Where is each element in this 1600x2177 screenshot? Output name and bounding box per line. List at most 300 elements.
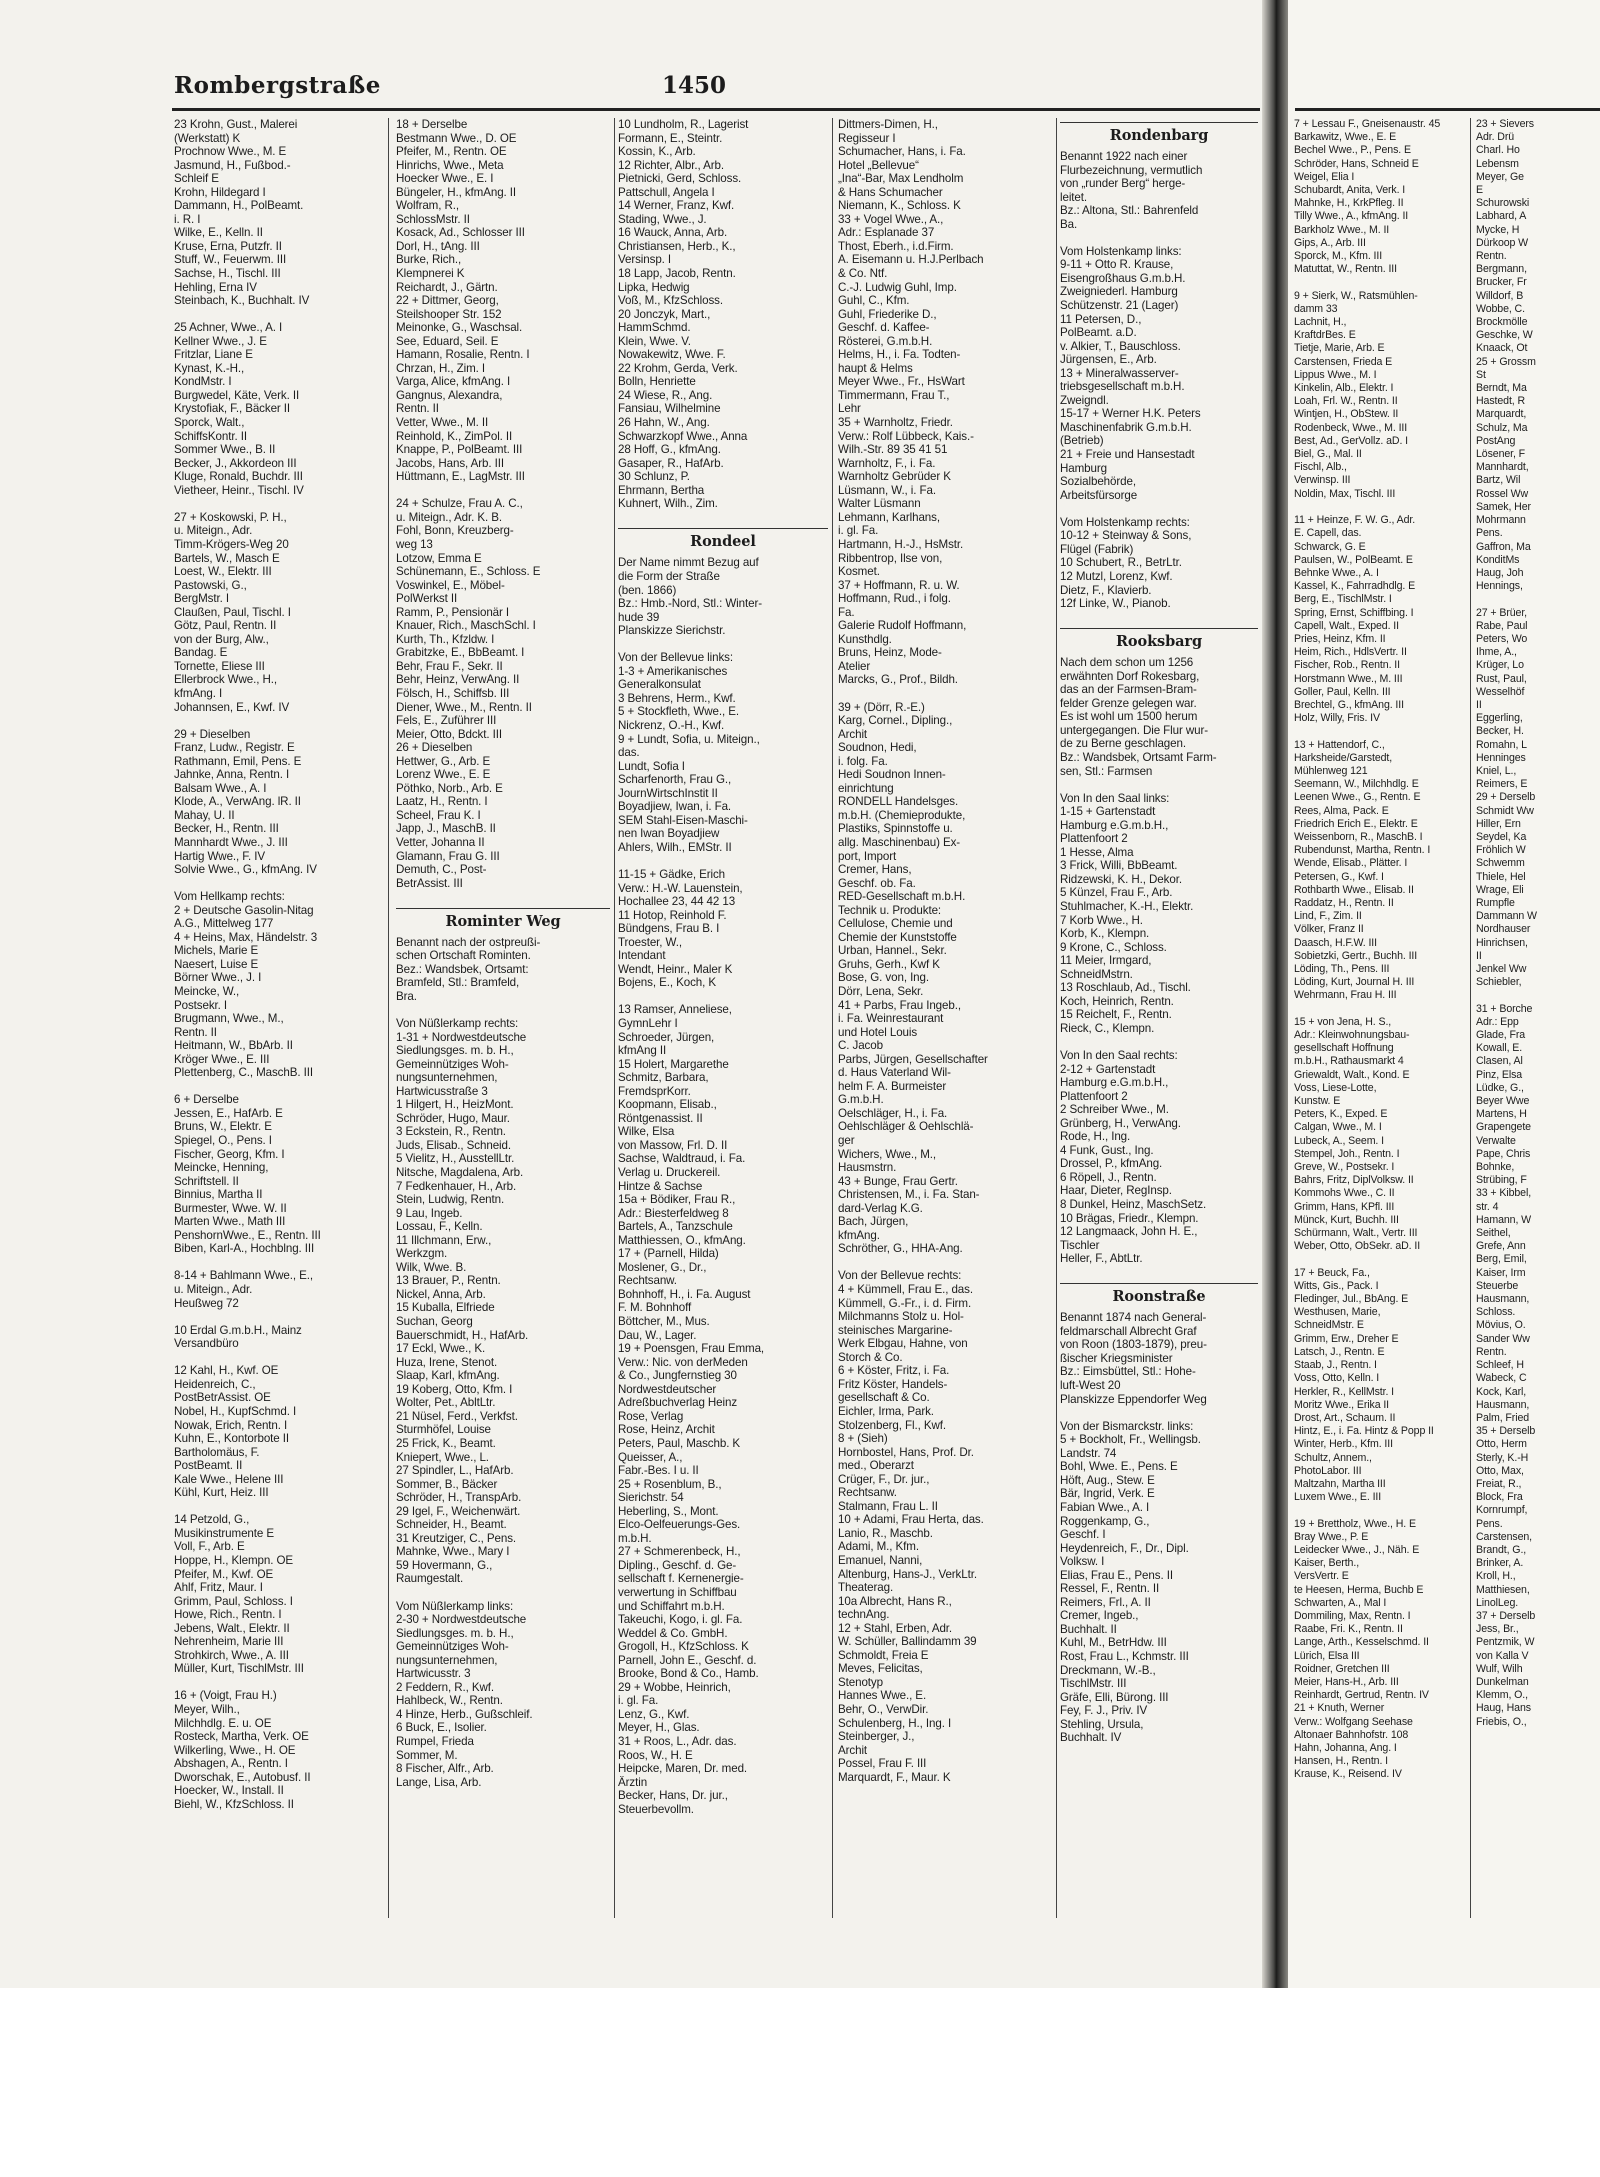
directory-entry: Charl. Ho	[1476, 144, 1520, 157]
street-heading: Rooksbarg	[1115, 633, 1202, 651]
blank-line	[838, 687, 1052, 701]
directory-entry: Guhl, Friederike D.,	[838, 307, 937, 321]
directory-entry: Regisseur I	[838, 131, 896, 145]
directory-entry: Rabe, Paul	[1476, 619, 1528, 632]
directory-entry: Lipka, Hedwig	[618, 280, 690, 294]
section-rule	[618, 528, 828, 529]
directory-entry: Bolln, Henriette	[618, 375, 696, 389]
directory-entry: Sozialbehörde,	[1060, 475, 1136, 489]
directory-entry: Kuhnert, Wilh., Zim.	[618, 497, 718, 511]
directory-entry: Griewaldt, Walt., Kond. E	[1294, 1068, 1410, 1081]
directory-entry: Pfeifer, M., Rentn. OE	[396, 145, 507, 159]
directory-entry: Vom Holstenkamp rechts:	[1060, 515, 1190, 529]
directory-entry: Flurbezeichnung, vermutlich	[1060, 163, 1203, 177]
directory-entry: Verwinsp. III	[1294, 474, 1351, 487]
directory-entry: Hehling, Erna IV	[174, 280, 257, 294]
directory-entry: Plastiks, Spinnstoffe u.	[838, 822, 953, 836]
directory-entry: 33 + Vogel Wwe., A.,	[838, 212, 944, 226]
directory-entry: nen Iwan Boyadjiew	[618, 827, 720, 841]
directory-entry: Löding, Th., Pens. III	[1294, 963, 1390, 975]
directory-entry: Matthiessen, O., kfmAng.	[618, 1233, 746, 1247]
directory-entry: C. Jacob	[838, 1039, 883, 1053]
directory-entry: Bohnke,	[1476, 1161, 1515, 1174]
directory-entry: Bandag. E	[174, 646, 228, 660]
directory-entry: GymnLehr I	[618, 1017, 678, 1030]
directory-entry: das an der Farmsen-Bram-	[1060, 683, 1197, 697]
column-divider	[1056, 118, 1057, 1918]
directory-entry: Schultz, Annem.,	[1294, 1451, 1372, 1464]
directory-entry: Parnell, John E., Geschf. d.	[618, 1653, 757, 1667]
directory-entry: Storch & Co.	[838, 1350, 903, 1364]
directory-entry: Klempnerei K	[396, 267, 465, 281]
directory-entry: PostBetrAssist. OE	[174, 1391, 271, 1405]
directory-entry: Clasen, Al	[1476, 1055, 1523, 1068]
directory-entry: Dworschak, E., Autobusf. II	[174, 1770, 311, 1784]
directory-entry: Koch, Heinrich, Rentn.	[1060, 994, 1174, 1008]
directory-entry: Demuth, C., Post-	[396, 863, 487, 877]
directory-entry: Reimers, Frl., A. II	[1060, 1595, 1151, 1609]
directory-entry: Rechtsanw.	[618, 1274, 677, 1288]
directory-entry: Vietheer, Heinr., Tischl. IV	[174, 483, 304, 497]
directory-entry: 1 Hesse, Alma	[1060, 845, 1134, 859]
directory-entry: 13 Roschlaub, Ad., Tischl.	[1060, 981, 1191, 995]
directory-entry: Gips, A., Arb. III	[1294, 236, 1366, 249]
directory-entry: Becker, H.	[1476, 725, 1524, 738]
directory-entry: i. R. I	[174, 212, 201, 226]
directory-entry: Arbeitsfürsorge	[1060, 488, 1138, 502]
directory-entry: Bramfeld, Stl.: Bramfeld,	[396, 976, 520, 990]
directory-entry: und Schiffahrt m.b.H.	[618, 1599, 725, 1613]
directory-entry: Dörr, Lena, Sekr.	[838, 985, 924, 998]
directory-entry: Mohrmann	[1476, 514, 1526, 527]
directory-entry: & Co. Ntf.	[838, 267, 888, 281]
directory-entry: Sommer, B., Bäcker	[396, 1477, 498, 1491]
directory-entry: von Kalla V	[1476, 1649, 1529, 1662]
directory-entry: Spring, Ernst, Schiffbing. I	[1294, 606, 1414, 619]
directory-entry: Technik u. Produkte:	[838, 903, 942, 917]
directory-entry: Kunstw. E	[1294, 1095, 1341, 1108]
directory-entry: Von Nüßlerkamp rechts:	[396, 1017, 519, 1030]
directory-entry: 31 + Borche	[1476, 1002, 1533, 1015]
directory-entry: Block, Fra	[1476, 1491, 1523, 1504]
directory-entry: Von der Bellevue rechts:	[838, 1269, 962, 1283]
directory-entry: Schroeder, Jürgen,	[618, 1030, 715, 1044]
directory-entry: Vom Holstenkamp links:	[1060, 244, 1182, 258]
directory-entry: Sommer Wwe., B. II	[174, 443, 276, 457]
directory-entry: Grimm, Erw., Dreher E	[1294, 1332, 1399, 1345]
directory-entry: 1 Hilgert, H., HeizMont.	[396, 1098, 514, 1112]
directory-entry: Hansen, H., Rentn. I	[1294, 1755, 1388, 1768]
directory-entry: Bose, G. von, Ing.	[838, 971, 930, 985]
running-head: Rombergstraße	[174, 72, 381, 99]
directory-entry: Jessen, E., HafArb. E	[174, 1106, 283, 1120]
directory-entry: m.b.H. (Chemieprodukte,	[838, 808, 966, 822]
directory-entry: Meinonke, G., Waschsal.	[396, 321, 523, 335]
directory-entry: Marquardt,	[1476, 408, 1527, 421]
directory-entry: einrichtung	[838, 781, 894, 795]
directory-entry: Klemm, O.,	[1476, 1689, 1528, 1702]
directory-entry: SEM Stahl-Eisen-Maschi-	[618, 813, 748, 827]
directory-entry: 27 Spindler, L., HafArb.	[396, 1464, 514, 1478]
directory-entry: Tietje, Marie, Arb. E	[1294, 342, 1385, 355]
directory-entry: Wesselhöf	[1476, 685, 1525, 698]
directory-entry: Kinkelin, Alb., Elektr. I	[1294, 382, 1394, 395]
directory-entry: Nordwestdeutscher	[618, 1382, 717, 1396]
directory-entry: 19 Koberg, Otto, Kfm. I	[396, 1382, 513, 1396]
directory-entry: Kröger Wwe., E. III	[174, 1052, 270, 1066]
directory-entry: Pastowski, G.,	[174, 578, 247, 592]
directory-entry: BergMstr. I	[174, 592, 229, 606]
directory-entry: verwertung in Schiffbau	[618, 1585, 737, 1599]
directory-entry: Bergmann,	[1476, 263, 1527, 276]
directory-entry: Hoppe, H., Klempn. OE	[174, 1553, 294, 1567]
directory-entry: 2 Schreiber Wwe., M.	[1060, 1103, 1169, 1117]
directory-entry: Raabe, Fri. K., Rentn. II	[1294, 1623, 1403, 1636]
directory-entry: Slaap, Karl, kfmAng.	[396, 1369, 500, 1383]
directory-entry: Marten Wwe., Math III	[174, 1215, 286, 1229]
directory-entry: Petersen, G., Kwf. I	[1294, 870, 1384, 883]
directory-entry: Dorl, H., tAng. III	[396, 239, 480, 253]
directory-entry: Sobietzki, Gertr., Buchh. III	[1294, 949, 1418, 962]
blank-line	[1060, 778, 1258, 792]
directory-entry: Seydel, Ka	[1476, 830, 1527, 843]
blank-line	[1476, 593, 1600, 606]
directory-entry: Hintze & Sachse	[618, 1179, 703, 1193]
directory-entry: Scheel, Frau K. I	[396, 808, 481, 822]
directory-entry: Spiegel, O., Pens. I	[174, 1134, 272, 1148]
directory-entry: feldmarschall Albrecht Graf	[1060, 1324, 1197, 1338]
directory-entry: Gaffron, Ma	[1476, 540, 1531, 553]
directory-entry: 1-31 + Nordwestdeutsche	[396, 1030, 527, 1044]
directory-entry: 27 + Schmerenbeck, H.,	[618, 1545, 741, 1559]
directory-entry: Haar, Dieter, RegInsp.	[1060, 1184, 1172, 1198]
directory-entry: Börner Wwe., J. I	[174, 971, 262, 985]
directory-entry: Tornette, Eliese III	[174, 659, 265, 673]
directory-entry: Nowak, Erich, Rentn. I	[174, 1418, 288, 1432]
blank-line	[618, 854, 828, 868]
directory-entry: 16 + (Voigt, Frau H.)	[174, 1689, 277, 1703]
directory-entry: Milchmanns Stolz u. Hol-	[838, 1310, 964, 1324]
directory-entry: Schröder, Hans, Schneid E	[1294, 157, 1419, 170]
directory-entry: Schurowski	[1476, 197, 1530, 210]
directory-entry: 9 Krone, C., Schloss.	[1060, 940, 1167, 954]
directory-entry: SchneidMstrn.	[1060, 967, 1133, 981]
directory-entry: Pens.	[1476, 527, 1503, 540]
directory-entry: Warnholtz, F., i. Fa.	[838, 456, 936, 470]
directory-entry: Benannt nach der ostpreußi-	[396, 935, 541, 949]
directory-entry: Troester, W.,	[618, 935, 682, 949]
directory-entry: Ba.	[1060, 217, 1078, 231]
directory-entry: Heydenreich, F., Dr., Dipl.	[1060, 1541, 1189, 1555]
directory-entry: II	[1476, 949, 1482, 962]
directory-entry: d. Haus Vaterland Wil-	[838, 1066, 951, 1080]
directory-entry: 21 Nüsel, Ferd., Verkfst.	[396, 1409, 518, 1423]
directory-entry: Bartels, A., Tanzschule	[618, 1220, 733, 1234]
directory-entry: Adr.: Epp	[1476, 1015, 1519, 1028]
directory-entry: Hoecker Wwe., E. I	[396, 172, 494, 186]
page-margin-bottom	[0, 1988, 1600, 2177]
directory-entry: Noldin, Max, Tischl. III	[1294, 487, 1396, 500]
directory-entry: Crüger, F., Dr. jur.,	[838, 1472, 930, 1486]
directory-column-3	[618, 118, 828, 1948]
directory-entry: Voswinkel, E., Möbel-	[396, 578, 505, 592]
street-heading: Rominter Weg	[445, 912, 561, 930]
directory-entry: Kornrumpf,	[1476, 1504, 1528, 1517]
directory-entry: Klode, A., VerwAng. lR. II	[174, 795, 301, 809]
directory-entry: Benannt 1874 nach General-	[1060, 1311, 1207, 1325]
directory-entry: Sachse, Waldtraud, i. Fa.	[618, 1152, 746, 1166]
directory-entry: Buchhalt. II	[1060, 1622, 1117, 1636]
directory-entry: und Hotel Louis	[838, 1025, 918, 1039]
directory-entry: Es ist wohl um 1500 herum	[1060, 710, 1198, 724]
directory-entry: 2 + Deutsche Gasolin-Nitag	[174, 903, 314, 917]
directory-entry: 17 Eckl, Wwe., K.	[396, 1342, 486, 1356]
directory-entry: (Werkstatt) K	[174, 131, 241, 145]
directory-entry: Kaiser, Irm	[1476, 1266, 1526, 1279]
directory-entry: Werkzgm.	[396, 1247, 448, 1261]
directory-entry: Diener, Wwe., M., Rentn. II	[396, 700, 532, 714]
directory-entry: 25 + Rosenblum, B.,	[618, 1477, 722, 1491]
directory-entry: Bra.	[396, 989, 417, 1003]
directory-entry: 21 + Knuth, Werner	[1294, 1702, 1385, 1715]
directory-entry: Otto, Herm	[1476, 1438, 1527, 1451]
directory-entry: Kluge, Ronald, Buchdr. III	[174, 470, 303, 484]
directory-entry: „Ina“-Bar, Max Lendholm	[838, 172, 964, 186]
directory-entry: Beyer Wwe	[1476, 1095, 1530, 1108]
directory-entry: Staab, J., Rentn. I	[1294, 1359, 1377, 1372]
directory-entry: i. folg. Fa.	[838, 754, 888, 768]
directory-entry: Bahrs, Fritz, DiplVolksw. II	[1294, 1174, 1414, 1187]
directory-entry: Raddatz, H., Rentn. II	[1294, 896, 1394, 909]
directory-entry: Planskizze Eppendorfer Weg	[1060, 1392, 1207, 1406]
directory-entry: Barkawitz, Wwe., E. E	[1294, 131, 1397, 144]
directory-entry: Horstmann Wwe., M. III	[1294, 672, 1403, 685]
directory-entry: weg 13	[396, 537, 433, 551]
directory-entry: 16 Wauck, Anna, Arb.	[618, 226, 728, 240]
directory-entry: Behr, Frau F., Sekr. II	[396, 659, 503, 673]
directory-entry: str. 4	[1476, 1200, 1499, 1213]
directory-entry: Wintjen, H., ObStew. II	[1294, 408, 1399, 421]
directory-entry: u. Miteign., Adr. K. B.	[396, 510, 502, 524]
directory-entry: Planskizze Sierichstr.	[618, 624, 726, 638]
directory-entry: Von In den Saal rechts:	[1060, 1049, 1178, 1062]
directory-entry: Dittmers-Dimen, H.,	[838, 118, 938, 131]
directory-entry: 12 + Stahl, Erben, Adr.	[838, 1621, 953, 1635]
directory-entry: steinisches Margarine-	[838, 1323, 953, 1337]
directory-entry: 31 + Roos, L., Adr. das.	[618, 1734, 737, 1748]
directory-entry: Helms, H., i. Fa. Todten-	[838, 348, 961, 362]
directory-entry: Fölsch, H., Schiffsb. III	[396, 686, 510, 700]
directory-entry: Grogoll, H., KfzSchloss. K	[618, 1640, 749, 1654]
directory-entry: von der Burg, Alw.,	[174, 632, 269, 646]
directory-entry: Rentn. II	[174, 1025, 217, 1039]
directory-entry: Oehlschläger & Oehlschlä-	[838, 1120, 974, 1134]
directory-entry: Ahlf, Fritz, Maur. I	[174, 1581, 263, 1595]
directory-entry: Schmitz, Barbara,	[618, 1071, 709, 1085]
directory-entry: 19 + Brettholz, Wwe., H. E	[1294, 1517, 1416, 1530]
directory-entry: Weddel & Co. GmbH.	[618, 1626, 728, 1640]
directory-entry: Sander Ww	[1476, 1332, 1530, 1345]
directory-entry: Nowakewitz, Wwe. F.	[618, 348, 726, 362]
directory-entry: Jasmund, H., Fußbod.-	[174, 158, 291, 172]
directory-entry: Schützenstr. 21 (Lager)	[1060, 299, 1179, 313]
directory-entry: E. Capell, das.	[1294, 527, 1362, 540]
directory-entry: Pape, Chris	[1476, 1147, 1531, 1160]
directory-entry: Thost, Eberh., i.d.Firm.	[838, 239, 954, 253]
directory-entry: 13 Brauer, P., Rentn.	[396, 1274, 501, 1288]
blank-line	[174, 308, 382, 322]
directory-entry: 10 Brägas, Friedr., Klempn.	[1060, 1211, 1199, 1225]
directory-entry: KraftdrBes. E	[1294, 329, 1356, 342]
directory-entry: Grünberg, H., VerwAng.	[1060, 1116, 1181, 1130]
directory-entry: Winter, Herb., Kfm. III	[1294, 1438, 1393, 1451]
directory-entry: 27 + Koskowski, P. H.,	[174, 510, 287, 524]
directory-entry: Japp, J., MaschB. II	[396, 822, 496, 836]
directory-entry: Moritz Wwe., Erika II	[1294, 1398, 1390, 1411]
directory-entry: 12f Linke, W., Pianob.	[1060, 597, 1171, 611]
directory-entry: Heitmann, W., BbArb. II	[174, 1039, 293, 1053]
directory-entry: Altonaer Bahnhofstr. 108	[1294, 1728, 1409, 1741]
directory-entry: Geschf. ob. Fa.	[838, 876, 916, 890]
directory-entry: Gemeinnütziges Woh-	[396, 1057, 509, 1071]
directory-entry: Lürich, Elsa III	[1294, 1649, 1360, 1662]
directory-entry: Galerie Rudolf Hoffmann,	[838, 619, 967, 633]
directory-entry: Mycke, H	[1476, 223, 1520, 236]
directory-entry: Roidner, Gretchen III	[1294, 1662, 1390, 1675]
directory-entry: Capell, Walt., Exped. II	[1294, 619, 1399, 632]
directory-entry: leitet.	[1060, 190, 1088, 204]
directory-entry: Adr.: Esplanade 37	[838, 226, 935, 240]
directory-entry: Rost, Frau L., Kchmstr. III	[1060, 1649, 1189, 1663]
directory-entry: Chrzan, H., Zim. I	[396, 361, 486, 375]
column-divider	[1470, 118, 1471, 1918]
directory-entry: 10-12 + Steinway & Sons,	[1060, 529, 1192, 543]
directory-entry: Fledinger, Jul., BbAng. E	[1294, 1293, 1409, 1306]
directory-entry: Buchhalt. IV	[1060, 1731, 1122, 1745]
directory-entry: Wilke, Elsa	[618, 1125, 675, 1139]
directory-entry: 15-17 + Werner H.K. Peters	[1060, 407, 1201, 421]
directory-entry: 20 Jonczyk, Mart.,	[618, 307, 711, 321]
directory-entry: Kosack, Ad., Schlosser III	[396, 226, 525, 240]
directory-entry: Lundt, Sofia I	[618, 759, 685, 773]
directory-entry: nungsunternehmen,	[396, 1071, 498, 1085]
directory-entry: 35 + Warnholtz, Friedr.	[838, 416, 953, 430]
directory-entry: 4 Funk, Gust., Ing.	[1060, 1143, 1154, 1157]
directory-entry: 11 Petersen, D.,	[1060, 312, 1142, 326]
directory-entry: Kommohs Wwe., C. II	[1294, 1187, 1395, 1200]
directory-entry: Wrage, Eli	[1476, 883, 1524, 896]
directory-column-4	[838, 118, 1052, 1948]
directory-entry: Kroll, H.,	[1476, 1570, 1516, 1583]
directory-entry: i. gl. Fa.	[838, 524, 879, 538]
directory-entry: Lubeck, A., Seem. I	[1294, 1134, 1384, 1147]
directory-entry: kfmAng. I	[174, 686, 223, 700]
directory-entry: Fischer, Rob., Rentn. II	[1294, 659, 1400, 672]
directory-entry: Grabitzke, E., BbBeamt. I	[396, 646, 525, 660]
directory-entry: Dammann, H., PolBeamt.	[174, 199, 304, 213]
directory-entry: 11 Meier, Irmgard,	[1060, 954, 1152, 968]
directory-entry: Urban, Hannel., Sekr.	[838, 944, 947, 958]
directory-entry: Werk Elbgau, Hahne, von	[838, 1337, 968, 1351]
directory-entry: Maltzahn, Martha III	[1294, 1477, 1386, 1490]
directory-column-2	[396, 118, 610, 1948]
directory-entry: Palm, Fried	[1476, 1411, 1530, 1424]
directory-entry: Intendant	[618, 949, 666, 963]
directory-entry: Von der Bellevue links:	[618, 651, 733, 665]
directory-entry: C.-J. Ludwig Guhl, Imp.	[838, 280, 957, 294]
directory-entry: Weigel, Elia I	[1294, 170, 1355, 183]
directory-entry: Heußweg 72	[174, 1296, 239, 1310]
directory-entry: Herkler, R., KellMstr. I	[1294, 1385, 1395, 1398]
directory-entry: 2-30 + Nordwestdeutsche	[396, 1613, 527, 1627]
directory-entry: 14 Werner, Franz, Kwf.	[618, 199, 735, 213]
directory-entry: 23 Krohn, Gust., Malerei	[174, 118, 298, 131]
directory-entry: Nitsche, Magdalena, Arb.	[396, 1166, 524, 1180]
directory-entry: Weissenborn, R., MaschB. I	[1294, 830, 1423, 843]
directory-entry: Adr.: Biesterfeldweg 8	[618, 1206, 729, 1220]
directory-entry: allg. Maschinenbau) Ex-	[838, 835, 961, 849]
directory-entry: gesellschaft & Co.	[838, 1391, 930, 1405]
directory-entry: Pietnicki, Gerd, Schloss.	[618, 172, 742, 186]
directory-entry: Koopmann, Elisab.,	[618, 1098, 717, 1112]
directory-entry: Nehrenheim, Marie III	[174, 1635, 284, 1649]
directory-entry: Tischler	[1060, 1238, 1100, 1252]
directory-entry: 30 Schlunz, P.	[618, 470, 690, 484]
directory-entry: Sterly, K.-H	[1476, 1451, 1529, 1464]
page-number: 1450	[662, 72, 727, 99]
directory-entry: Klein, Wwe. V.	[618, 334, 691, 348]
right-page-column-2	[1476, 118, 1600, 1948]
directory-entry: Schleef, H	[1476, 1359, 1524, 1372]
directory-entry: 3 Frick, Willi, BbBeamt.	[1060, 859, 1178, 873]
directory-entry: Hochallee 23, 44 42 13	[618, 895, 736, 909]
directory-entry: Krüger, Lo	[1476, 659, 1524, 672]
directory-entry: Hettwer, G., Arb. E	[396, 754, 491, 768]
directory-entry: Meincke, W.,	[174, 985, 240, 998]
directory-entry: 6 + Köster, Fritz, i. Fa.	[838, 1364, 950, 1378]
directory-entry: Eggerling,	[1476, 712, 1523, 725]
directory-entry: Bach, Jürgen,	[838, 1215, 909, 1229]
directory-entry: Lind, F., Zim. II	[1294, 910, 1362, 923]
directory-entry: Abshagen, A., Rentn. I	[174, 1757, 288, 1771]
directory-entry: Bz.: Altona, Stl.: Bahrenfeld	[1060, 204, 1199, 218]
directory-entry: Rieck, C., Klempn.	[1060, 1021, 1155, 1035]
directory-entry: Lehmann, Karlhans,	[838, 510, 940, 524]
directory-entry: Lenz, G., Kwf.	[618, 1707, 690, 1721]
directory-entry: Lorenz Wwe., E. E	[396, 768, 491, 782]
directory-entry: Vetter, Johanna II	[396, 835, 485, 849]
directory-entry: Prochnow Wwe., M. E	[174, 145, 287, 159]
street-heading: Roonstraße	[1112, 1288, 1206, 1306]
directory-entry: Niemann, K., Schloss. K	[838, 199, 961, 213]
directory-entry: Ribbentrop, Ilse von,	[838, 551, 943, 565]
directory-entry: 9 + Lundt, Sofia, u. Miteign.,	[618, 732, 760, 746]
directory-entry: Kunsthdlg.	[838, 632, 892, 646]
directory-entry: 41 + Parbs, Frau Ingeb.,	[838, 998, 961, 1012]
directory-entry: 3 Behrens, Herm., Kwf.	[618, 691, 736, 705]
directory-entry: Hoffmann, Rud., i folg.	[838, 592, 951, 606]
directory-entry: von Massow, Frl. D. II	[618, 1138, 728, 1152]
directory-entry: TischlMstr. III	[1060, 1677, 1127, 1691]
directory-entry: Mannhardt,	[1476, 461, 1529, 474]
directory-entry: 5 Künzel, Frau F., Arb.	[1060, 886, 1173, 900]
directory-entry: Cremer, Ingeb.,	[1060, 1609, 1139, 1623]
directory-entry: 12 Richter, Albr., Arb.	[618, 158, 724, 172]
directory-entry: Lotzow, Emma E	[396, 551, 482, 565]
directory-entry: Sommer, M.	[396, 1748, 458, 1762]
directory-entry: Steuerbe	[1476, 1279, 1519, 1292]
directory-entry: Fischl, Alb.,	[1294, 461, 1347, 474]
